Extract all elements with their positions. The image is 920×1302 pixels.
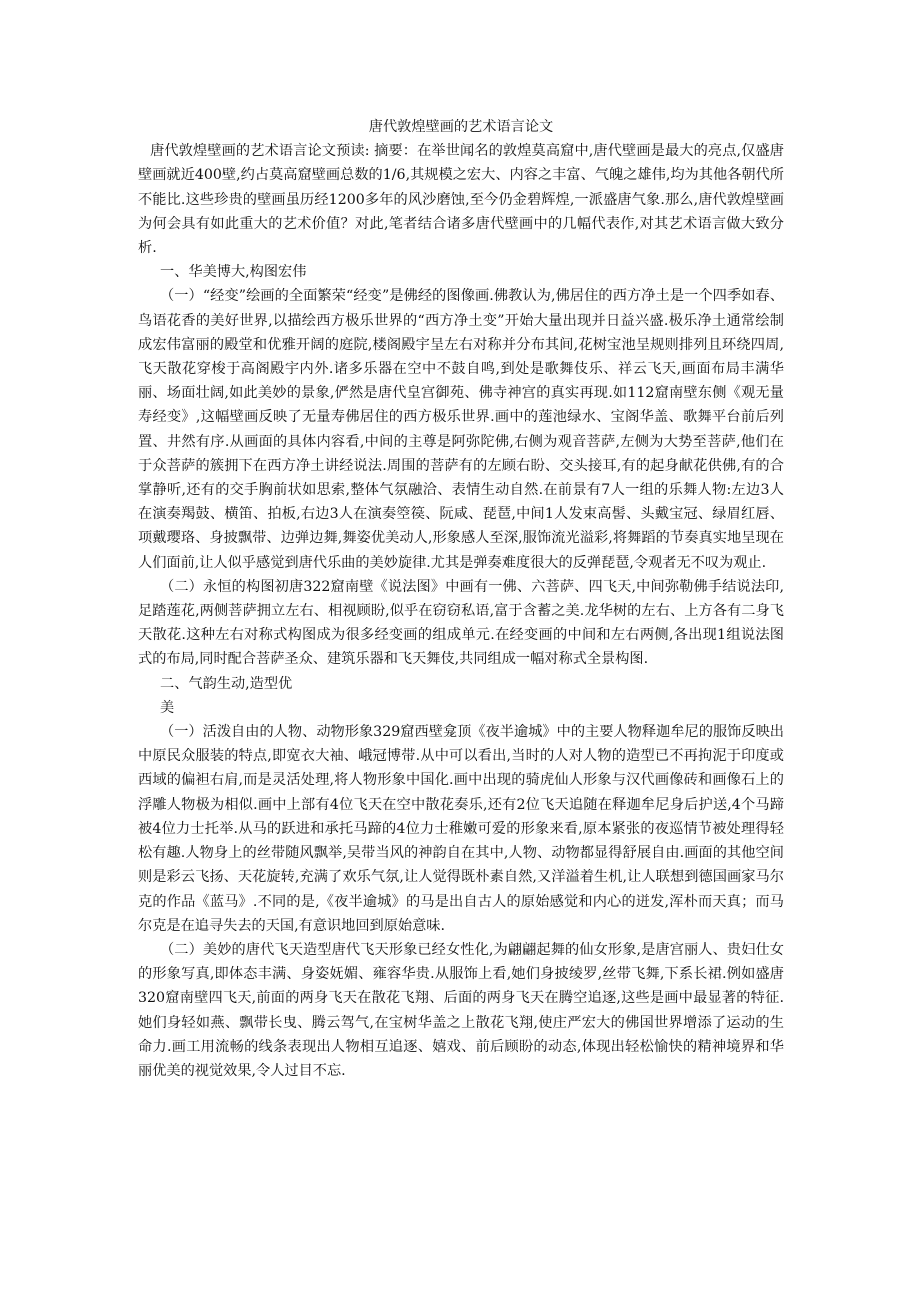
body-paragraph: （二）永恒的构图初唐322窟南壁《说法图》中画有一佛、六菩萨、四飞天,中间弥勒佛手结说法印,足踏莲花,两侧菩萨拥立左右、相视顾盼,似乎在窃窃私语,富于含蓄之美.龙华树的左右、上方各有二身飞天散花.这种左右对称式构图成为很多经变画的组成单元.在经变画的中间和左右两侧,各出现1组说法图式的布局,同时配合菩萨圣众、建筑乐器和飞天舞伎,共同组成一幅对称式全景构图. <box>138 578 784 668</box>
section-heading-2-continued: 美 <box>160 699 175 716</box>
abstract-paragraph: 唐代敦煌壁画的艺术语言论文预读: 摘要：在举世闻名的敦煌莫高窟中,唐代壁画是最大的亮点,仅盛唐壁画就近400壁,约占莫高窟壁画总数的1/6,其规模之宏大、内容之丰富、气魄之雄伟,均为其他各朝代所不能比.这些珍贵的壁画虽历经1200多年的风沙磨蚀,至今仍金碧辉煌,一派盛唐气象.那么,唐代敦煌壁画为何会具有如此重大的艺术价值？对此,笔者结合诸多唐代壁画中的几幅代表作,对其艺术语言做大致分析. <box>138 143 784 257</box>
document-title: 唐代敦煌壁画的艺术语言论文 <box>368 119 554 135</box>
section-heading-2: 二、气韵生动,造型优 <box>160 675 293 692</box>
section-heading-1: 一、华美博大,构图宏伟 <box>160 264 307 281</box>
body-paragraph: （一）活泼自由的人物、动物形象329窟西壁龛顶《夜半逾城》中的主要人物释迦牟尼的服饰反映出中原民众服装的特点,即宽衣大袖、峨冠博带.从中可以看出,当时的人对人物的造型已不再拘泥于印度或西域的偏袒右肩,而是灵活处理,将人物形象中国化.画中出现的骑虎仙人形象与汉代画像砖和画像石上的浮雕人物极为相似.画中上部有4位飞天在空中散花奏乐,还有2位飞天追随在释迦牟尼身后护送,4个马蹄被4位力士托举.从马的跃进和承托马蹄的4位力士稚嫩可爱的形象来看,原本紧张的夜巡情节被处理得轻松有趣.人物身上的丝带随风飘举,吴带当风的神韵自在其中,人物、动物都显得舒展自由.画面的其他空间则是彩云飞扬、天花旋转,充满了欢乐气氛,让人觉得既朴素自然,又洋溢着生机,让人联想到德国画家马尔克的作品《蓝马》.不同的是,《夜半逾城》的马是出自古人的原始感觉和内心的迸发,浑朴而天真；而马尔克是在追寻失去的天国,有意识地回到原始意味. <box>138 724 784 934</box>
body-paragraph: （一）“经变”绘画的全面繁荣“经变”是佛经的图像画.佛教认为,佛居住的西方净土是一个四季如春、鸟语花香的美好世界,以描绘西方极乐世界的“西方净土变”开始大量出现并日益兴盛.极乐净土通常绘制成宏伟富丽的殿堂和优雅开阔的庭院,楼阁殿宇呈左右对称并分布其间,花树宝池呈规则排列且环绕四周,飞天散花穿梭于高阁殿宇内外.诸多乐器在空中不鼓自鸣,到处是歌舞伎乐、祥云飞天,画面布局丰满华丽、场面壮阔,如此美妙的景象,俨然是唐代皇宫御苑、佛寺神宫的真实再现.如112窟南壁东侧《观无量寿经变》,这幅壁画反映了无量寿佛居住的西方极乐世界.画中的莲池绿水、宝阁华盖、歌舞平台前后列置、井然有序.从画面的具体内容看,中间的主尊是阿弥陀佛,右侧为观音菩萨,左侧为大势至菩萨,他们在于众菩萨的簇拥下在西方净土讲经说法.周围的菩萨有的左顾右盼、交头接耳,有的起身献花供佛,有的合掌静听,还有的交手胸前状如思索,整体气氛融洽、表情生动自然.在前景有7人一组的乐舞人物:左边3人在演奏羯鼓、横笛、拍板,右边3人在演奏箜篌、阮咸、琵琶,中间1人发束高髻、头戴宝冠、绿眉红唇、项戴璎珞、身披飘带、边弹边舞,舞姿优美动人,形象感人至深,服饰流光溢彩,将舞蹈的节奏真实地呈现在人们面前,让人似乎感觉到唐代乐曲的美妙旋律.尤其是弹奏难度很大的反弹琵琶,令观者无不叹为观止. <box>138 288 784 571</box>
document-page <box>138 115 784 1083</box>
body-paragraph: （二）美妙的唐代飞天造型唐代飞天形象已经女性化,为翩翩起舞的仙女形象,是唐宫丽人、贵妇仕女的形象写真,即体态丰满、身姿妩媚、雍容华贵.从服饰上看,她们身披绫罗,丝带飞舞,下系长裙.例如盛唐320窟南壁四飞天,前面的两身飞天在散花飞翔、后面的两身飞天在腾空追逐,这些是画中最显著的特征.她们身轻如燕、飘带长曳、腾云驾气,在宝树华盖之上散花飞翔,使庄严宏大的佛国世界增添了运动的生命力.画工用流畅的线条表现出人物相互追逐、嬉戏、前后顾盼的动态,体现出轻松愉快的精神境界和华丽优美的视觉效果,令人过目不忘. <box>138 941 784 1079</box>
